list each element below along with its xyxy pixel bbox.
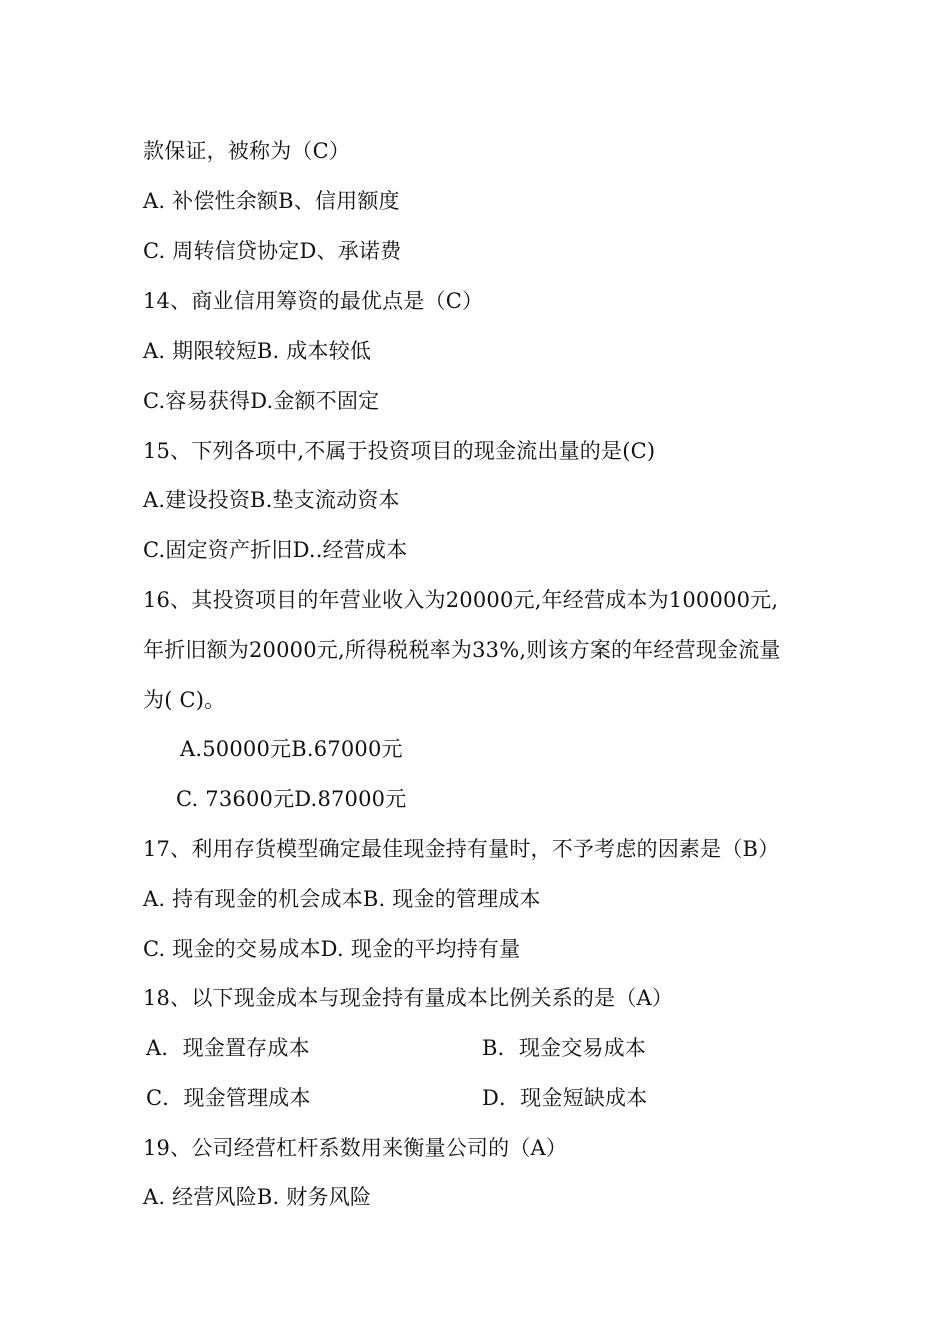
option-b: B．现金交易成本 bbox=[482, 1036, 647, 1060]
text-line: C.固定资产折旧D..经营成本 bbox=[143, 538, 408, 562]
text-line: A. 期限较短B. 成本较低 bbox=[143, 339, 372, 363]
text-line: 款保证，被称为（C） bbox=[143, 139, 351, 163]
text-line: C. 现金的交易成本D. 现金的平均持有量 bbox=[143, 937, 521, 961]
question-16: 16、其投资项目的年营业收入为20000元,年经营成本为100000元, bbox=[143, 588, 779, 612]
text-line: C.容易获得D.金额不固定 bbox=[143, 389, 380, 413]
text-line: A. 补偿性余额B、信用额度 bbox=[143, 189, 400, 213]
question-14: 14、商业信用筹资的最优点是（C） bbox=[143, 289, 484, 313]
question-18: 18、以下现金成本与现金持有量成本比例关系的是（A） bbox=[143, 986, 674, 1010]
text-line: A.50000元B.67000元 bbox=[180, 737, 403, 761]
question-17: 17、利用存货模型确定最佳现金持有量时，不予考虑的因素是（B） bbox=[143, 837, 780, 861]
text-line: A. 经营风险B. 财务风险 bbox=[143, 1185, 372, 1209]
option-c: C．现金管理成本 bbox=[146, 1086, 311, 1110]
text-line: C. 73600元D.87000元 bbox=[176, 787, 407, 811]
option-d: D．现金短缺成本 bbox=[482, 1086, 648, 1110]
question-19: 19、公司经营杠杆系数用来衡量公司的（A） bbox=[143, 1136, 568, 1160]
text-line: 为( C)。 bbox=[143, 688, 226, 712]
text-line: 年折旧额为20000元,所得税税率为33%,则该方案的年经营现金流量 bbox=[143, 638, 781, 662]
question-15: 15、下列各项中,不属于投资项目的现金流出量的是(C) bbox=[143, 439, 656, 463]
text-line: A. 持有现金的机会成本B. 现金的管理成本 bbox=[143, 887, 541, 911]
text-line: C. 周转信贷协定D、承诺费 bbox=[143, 239, 402, 263]
text-line: A.建设投资B.垫支流动资本 bbox=[143, 488, 400, 512]
option-a: A．现金置存成本 bbox=[146, 1036, 310, 1060]
